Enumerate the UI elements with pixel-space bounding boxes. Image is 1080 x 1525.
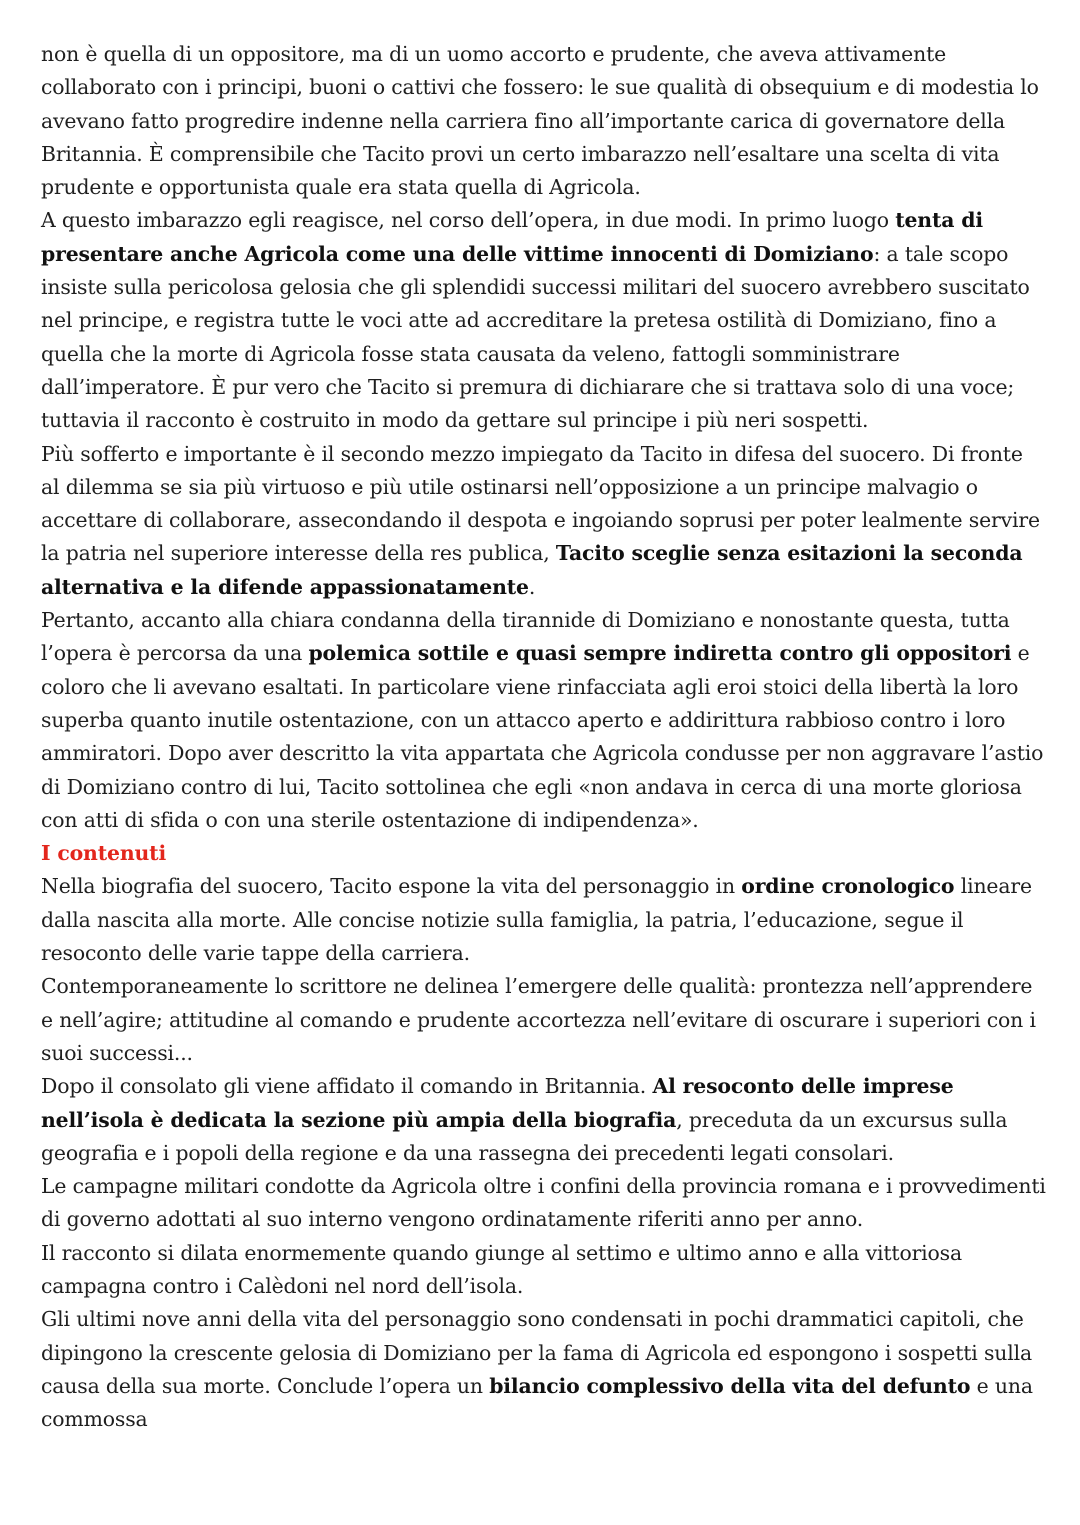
text-run: Più sofferto e importante è il secondo mezzo impiegato da Tacito in difesa del suocero. Di fronte al dilemma se sia più virtuoso e più utile ostinarsi nell’opposizione a un principe malvagio o accettare di collaborare, assecondando il despota e ingoiando soprusi per poter lealmente servire la patria nel superiore interesse della res publica, — [41, 441, 1040, 566]
text-run: Pertanto, accanto alla chiara condanna della tirannide di Domiziano e nonostante questa, tutta l’opera è percorsa da una — [41, 608, 1010, 666]
paragraph-chronological-order — [41, 870, 1046, 970]
paragraph-agricola-prudence — [41, 38, 1046, 204]
paragraph-first-reaction — [41, 204, 1046, 437]
text-run: lineare dalla nascita alla morte. Alle concise notizie sulla famiglia, la patria, l’educazione, segue il resoconto delle varie tappe della carriera. — [41, 874, 1032, 966]
text-run: Il racconto si dilata enormemente quando giunge al settimo e ultimo anno e alla vittoriosa campagna contro i Calèdoni nel nord dell’isola. — [41, 1240, 962, 1298]
paragraph-britannia-command — [41, 1070, 1046, 1170]
text-run: Gli ultimi nove anni della vita del personaggio sono condensati in pochi drammatici capitoli, che dipingono la crescente gelosia di Domiziano per la fama di Agricola ed espongono i sospetti sulla causa della sua morte. Conclude l’opera un — [41, 1307, 1033, 1398]
paragraph-second-means — [41, 438, 1046, 604]
paragraph-military-campaigns — [41, 1170, 1046, 1237]
text-run: , preceduta da un excursus sulla geografia e i popoli della regione e da una rassegna dei precedenti legati consolari. — [41, 1107, 1008, 1165]
text-run: e coloro che li avevano esaltati. In particolare viene rinfacciata agli eroi stoici della libertà la loro superba quanto inutile ostentazione, con un attacco aperto e addirittura rabbioso contro i loro ammiratori. Dopo aver descritto la vita appartata che Agricola condusse per non aggravare l’astio di Domiziano contro di lui, Tacito sottolinea che egli «non andava in cerca di una morte gloriosa con atti di sfida o con una sterile ostentazione di indipendenza». — [41, 641, 1044, 832]
text-run: non è quella di un oppositore, ma di un uomo accorto e prudente, che aveva attivamente collaborato con i principi, buoni o cattivi che fossero: le sue qualità di obsequium e di modestia lo avevano fatto progredire indenne nella carriera fino all’importante carica di governatore della Britannia. È comprensibile che Tacito provi un certo imbarazzo nell’esaltare una scelta di vita prudente e opportunista quale era stata quella di Agricola. — [41, 42, 1039, 200]
bold-text-run: tenta di presentare anche Agricola come una delle vittime innocenti di Domiziano — [41, 208, 983, 266]
text-run: Dopo il consolato gli viene affidato il comando in Britannia. — [41, 1074, 653, 1099]
bold-text-run: polemica sottile e quasi sempre indiretta contro gli oppositori — [308, 641, 1012, 666]
text-run: A questo imbarazzo egli reagisce, nel corso dell’opera, in due modi. In primo luogo — [41, 208, 896, 233]
text-run: Contemporaneamente lo scrittore ne delinea l’emergere delle qualità: prontezza nell’apprendere e nell’agire; attitudine al comando e prudente accortezza nell’evitare di oscurare i superiori con i suoi successi... — [41, 974, 1036, 1065]
text-run: Nella biografia del suocero, Tacito espone la vita del personaggio in — [41, 874, 742, 899]
bold-text-run: bilancio complessivo della vita del defunto — [489, 1373, 971, 1398]
text-run: e una commossa — [41, 1373, 1033, 1432]
section-heading-contenuti: I contenuti — [41, 841, 167, 866]
bold-text-run: Al resoconto delle imprese nell’isola è dedicata la sezione più ampia della biografia — [41, 1074, 954, 1132]
bold-text-run: Tacito sceglie senza esitazioni la seconda alternativa e la difende appassionatamente — [41, 541, 1023, 599]
text-run: : a tale scopo insiste sulla pericolosa gelosia che gli splendidi successi militari del suocero avrebbero suscitato nel principe, e registra tutte le voci atte ad accreditare la pretesa ostilità di Domiziano, fino a quella che la morte di Agricola fosse stata causata da veleno, fattogli somministrare dall’imperatore. È pur vero che Tacito si premura di dichiarare che si trattava solo di una voce; tuttavia il racconto è costruito in modo da gettare sul principe i più neri sospetti. — [41, 241, 1030, 433]
paragraph-seventh-year — [41, 1237, 1046, 1304]
text-run: . — [528, 574, 536, 599]
bold-text-run: ordine cronologico — [741, 874, 955, 899]
paragraph-qualities — [41, 970, 1046, 1070]
document-page — [41, 38, 1046, 1436]
paragraph-polemic — [41, 604, 1046, 837]
text-run: Le campagne militari condotte da Agricola oltre i confini della provincia romana e i provvedimenti di governo adottati al suo interno vengono ordinatamente riferiti anno per anno. — [41, 1174, 1046, 1232]
paragraph-last-years — [41, 1303, 1046, 1436]
